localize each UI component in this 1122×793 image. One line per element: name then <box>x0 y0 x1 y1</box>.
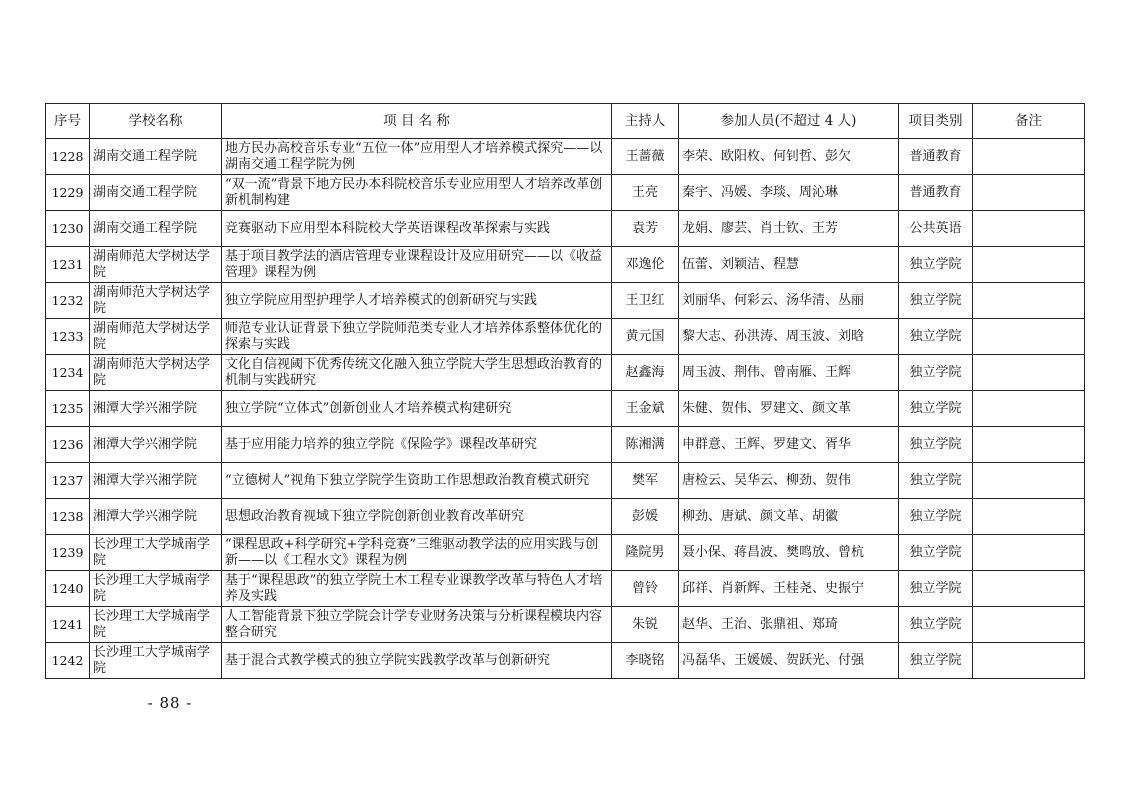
header-host: 主持人 <box>612 104 679 139</box>
table-row <box>46 211 1085 247</box>
table-row <box>46 355 1085 391</box>
cell-host: 赵鑫海 <box>612 355 679 391</box>
table-row <box>46 283 1085 319</box>
cell-members: 唐检云、吴华云、柳劲、贺伟 <box>679 463 899 499</box>
table-row <box>46 499 1085 535</box>
cell-members: 赵华、王治、张鼎祖、郑琦 <box>679 607 899 643</box>
cell-project: 独立学院应用型护理学人才培养模式的创新研究与实践 <box>222 283 612 319</box>
cell-category: 独立学院 <box>899 535 973 571</box>
header-members: 参加人员(不超过 4 人) <box>679 104 899 139</box>
cell-school: 湘潭大学兴湘学院 <box>90 427 222 463</box>
cell-index: 1228 <box>46 139 90 175</box>
table-row <box>46 463 1085 499</box>
cell-index: 1233 <box>46 319 90 355</box>
header-notes: 备注 <box>973 104 1085 139</box>
cell-notes <box>973 607 1085 643</box>
cell-members: 邱祥、肖新辉、王桂尧、史振宁 <box>679 571 899 607</box>
header-school: 学校名称 <box>90 104 222 139</box>
cell-school: 长沙理工大学城南学院 <box>90 535 222 571</box>
table-row <box>46 535 1085 571</box>
cell-members: 李荣、欧阳枚、何钊哲、彭欠 <box>679 139 899 175</box>
cell-school: 湘潭大学兴湘学院 <box>90 499 222 535</box>
cell-category: 普通教育 <box>899 175 973 211</box>
cell-host: 李晓铭 <box>612 643 679 679</box>
cell-host: 黄元国 <box>612 319 679 355</box>
cell-project: “双一流”背景下地方民办本科院校音乐专业应用型人才培养改革创新机制构建 <box>222 175 612 211</box>
cell-host: 王亮 <box>612 175 679 211</box>
cell-project: 基于项目教学法的酒店管理专业课程设计及应用研究——以《收益管理》课程为例 <box>222 247 612 283</box>
cell-school: 湖南师范大学树达学院 <box>90 283 222 319</box>
cell-notes <box>973 211 1085 247</box>
cell-notes <box>973 139 1085 175</box>
table-row <box>46 247 1085 283</box>
cell-members: 刘丽华、何彩云、汤华清、丛丽 <box>679 283 899 319</box>
cell-notes <box>973 319 1085 355</box>
cell-members: 黎大志、孙洪涛、周玉波、刘晗 <box>679 319 899 355</box>
cell-project: 文化自信视阈下优秀传统文化融入独立学院大学生思想政治教育的机制与实践研究 <box>222 355 612 391</box>
cell-members: 朱健、贺伟、罗建文、颜文革 <box>679 391 899 427</box>
cell-project: 地方民办高校音乐专业“五位一体”应用型人才培养模式探究——以湖南交通工程学院为例 <box>222 139 612 175</box>
cell-host: 王金斌 <box>612 391 679 427</box>
cell-project: “课程思政+科学研究+学科竞赛”三维驱动教学法的应用实践与创新——以《工程水文》课程为例 <box>222 535 612 571</box>
cell-school: 长沙理工大学城南学院 <box>90 571 222 607</box>
table-row <box>46 427 1085 463</box>
header-project: 项 目 名 称 <box>222 104 612 139</box>
cell-notes <box>973 571 1085 607</box>
cell-index: 1235 <box>46 391 90 427</box>
cell-notes <box>973 355 1085 391</box>
cell-school: 湘潭大学兴湘学院 <box>90 463 222 499</box>
cell-school: 湘潭大学兴湘学院 <box>90 391 222 427</box>
cell-school: 湖南师范大学树达学院 <box>90 247 222 283</box>
cell-members: 申群意、王辉、罗建文、胥华 <box>679 427 899 463</box>
cell-members: 聂小保、蒋昌波、樊鸣放、曾杭 <box>679 535 899 571</box>
cell-category: 独立学院 <box>899 391 973 427</box>
cell-project: 人工智能背景下独立学院会计学专业财务决策与分析课程模块内容整合研究 <box>222 607 612 643</box>
cell-host: 彭媛 <box>612 499 679 535</box>
table-row <box>46 139 1085 175</box>
cell-notes <box>973 175 1085 211</box>
cell-notes <box>973 391 1085 427</box>
table-row <box>46 607 1085 643</box>
cell-school: 湖南师范大学树达学院 <box>90 319 222 355</box>
cell-members: 冯磊华、王媛媛、贺跃光、付强 <box>679 643 899 679</box>
cell-category: 独立学院 <box>899 283 973 319</box>
cell-index: 1229 <box>46 175 90 211</box>
cell-index: 1236 <box>46 427 90 463</box>
cell-project: “立德树人”视角下独立学院学生资助工作思想政治教育模式研究 <box>222 463 612 499</box>
cell-host: 袁芳 <box>612 211 679 247</box>
cell-project: 独立学院“立体式”创新创业人才培养模式构建研究 <box>222 391 612 427</box>
cell-notes <box>973 643 1085 679</box>
cell-project: 师范专业认证背景下独立学院师范类专业人才培养体系整体优化的探索与实践 <box>222 319 612 355</box>
cell-notes <box>973 499 1085 535</box>
table-row <box>46 175 1085 211</box>
cell-school: 湖南交通工程学院 <box>90 211 222 247</box>
cell-category: 独立学院 <box>899 427 973 463</box>
cell-notes <box>973 463 1085 499</box>
table-row <box>46 571 1085 607</box>
cell-project: 基于应用能力培养的独立学院《保险学》课程改革研究 <box>222 427 612 463</box>
cell-category: 独立学院 <box>899 463 973 499</box>
cell-host: 朱锐 <box>612 607 679 643</box>
cell-host: 王蔷薇 <box>612 139 679 175</box>
cell-members: 周玉波、荆伟、曾南雁、王辉 <box>679 355 899 391</box>
cell-host: 王卫红 <box>612 283 679 319</box>
cell-members: 龙娟、廖芸、肖士钦、王芳 <box>679 211 899 247</box>
cell-category: 独立学院 <box>899 571 973 607</box>
header-index: 序号 <box>46 104 90 139</box>
cell-index: 1237 <box>46 463 90 499</box>
cell-host: 陈湘满 <box>612 427 679 463</box>
cell-notes <box>973 427 1085 463</box>
cell-index: 1241 <box>46 607 90 643</box>
cell-school: 长沙理工大学城南学院 <box>90 607 222 643</box>
page-number: - 88 - <box>147 694 193 712</box>
cell-index: 1238 <box>46 499 90 535</box>
cell-category: 独立学院 <box>899 247 973 283</box>
cell-school: 湖南交通工程学院 <box>90 175 222 211</box>
cell-host: 樊军 <box>612 463 679 499</box>
cell-index: 1232 <box>46 283 90 319</box>
cell-host: 曾铃 <box>612 571 679 607</box>
cell-category: 独立学院 <box>899 499 973 535</box>
cell-project: 竞赛驱动下应用型本科院校大学英语课程改革探索与实践 <box>222 211 612 247</box>
table-row <box>46 391 1085 427</box>
cell-index: 1242 <box>46 643 90 679</box>
table-row <box>46 643 1085 679</box>
cell-school: 湖南交通工程学院 <box>90 139 222 175</box>
cell-members: 柳劲、唐斌、颜文革、胡徽 <box>679 499 899 535</box>
cell-members: 秦宇、冯媛、李琰、周沁琳 <box>679 175 899 211</box>
cell-school: 长沙理工大学城南学院 <box>90 643 222 679</box>
header-category: 项目类别 <box>899 104 973 139</box>
table-header-row <box>46 104 1085 139</box>
cell-host: 隆院男 <box>612 535 679 571</box>
cell-category: 独立学院 <box>899 319 973 355</box>
cell-project: 基于“课程思政”的独立学院土木工程专业课教学改革与特色人才培养及实践 <box>222 571 612 607</box>
cell-category: 独立学院 <box>899 355 973 391</box>
cell-notes <box>973 283 1085 319</box>
cell-index: 1234 <box>46 355 90 391</box>
cell-school: 湖南师范大学树达学院 <box>90 355 222 391</box>
cell-category: 独立学院 <box>899 643 973 679</box>
cell-host: 邓逸伦 <box>612 247 679 283</box>
cell-category: 公共英语 <box>899 211 973 247</box>
cell-index: 1231 <box>46 247 90 283</box>
cell-notes <box>973 247 1085 283</box>
table-row <box>46 319 1085 355</box>
cell-notes <box>973 535 1085 571</box>
cell-members: 伍蕾、刘颖洁、程慧 <box>679 247 899 283</box>
cell-project: 基于混合式教学模式的独立学院实践教学改革与创新研究 <box>222 643 612 679</box>
cell-index: 1230 <box>46 211 90 247</box>
cell-index: 1240 <box>46 571 90 607</box>
cell-project: 思想政治教育视域下独立学院创新创业教育改革研究 <box>222 499 612 535</box>
cell-category: 普通教育 <box>899 139 973 175</box>
project-table <box>45 103 1085 679</box>
cell-index: 1239 <box>46 535 90 571</box>
cell-category: 独立学院 <box>899 607 973 643</box>
